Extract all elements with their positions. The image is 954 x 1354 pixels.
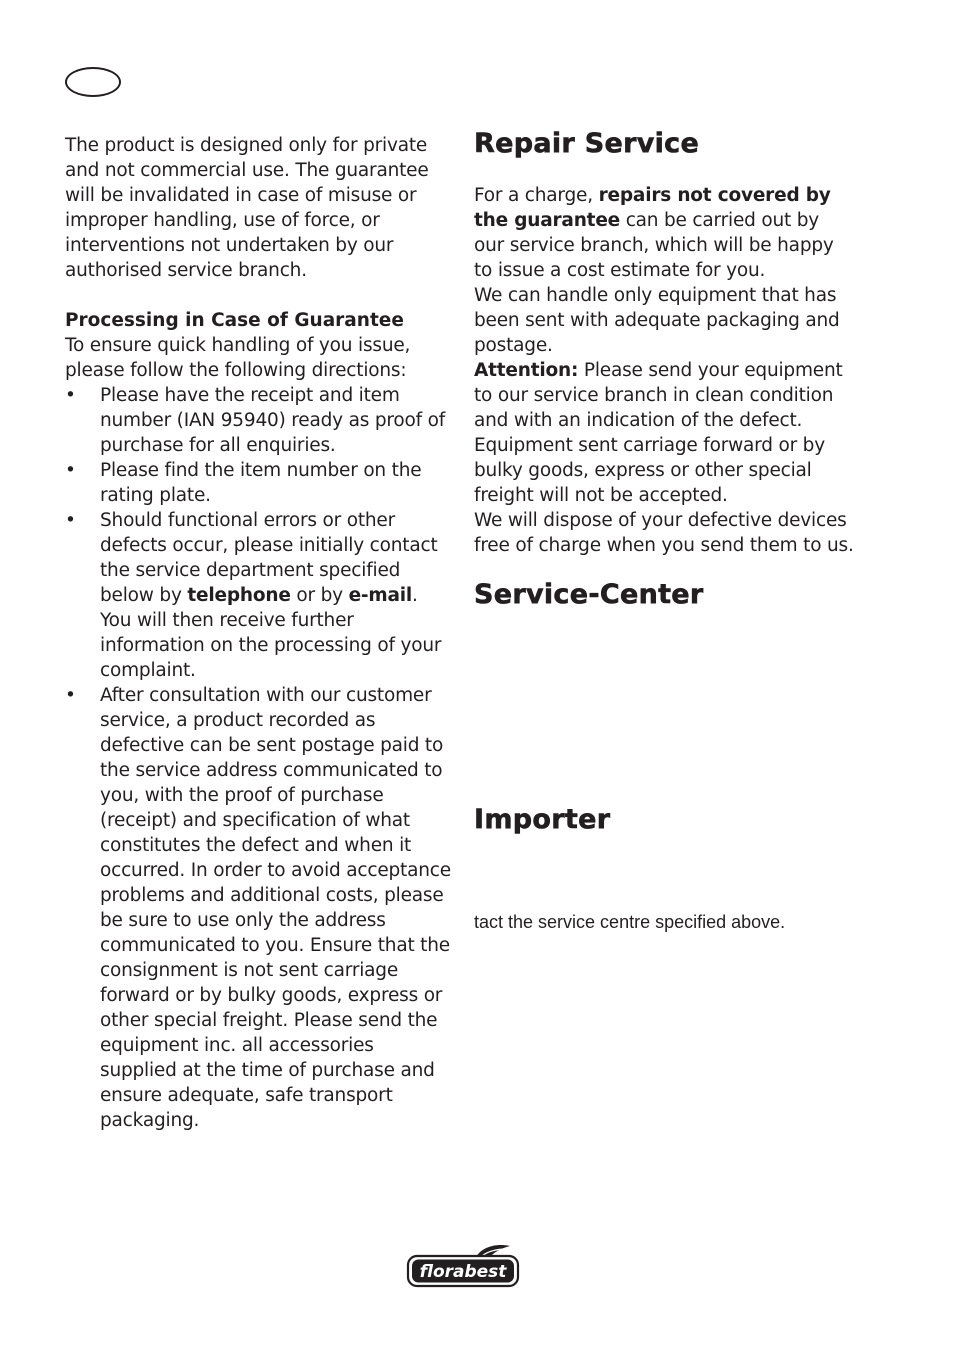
repair-paragraph — [474, 183, 854, 283]
language-badge — [65, 67, 121, 97]
email-label: e-mail — [348, 585, 413, 606]
repair-text: For a charge, — [474, 185, 599, 206]
processing-list — [65, 383, 453, 1133]
intro-paragraph: The product is designed only for private and not commercial use. The guarantee will be invalidated in case of misuse or improper handling, use of force, or interventions not undertaken by our authorised service branch. — [65, 135, 429, 281]
bullet-icon: • — [65, 385, 76, 406]
list-item-text: Please find the item number on the rating plate. — [100, 460, 422, 506]
repair-service-body — [474, 183, 854, 558]
list-item — [65, 683, 453, 1133]
list-item-text-part: or by — [290, 585, 349, 606]
bullet-icon: • — [65, 510, 76, 531]
service-center-heading: Service-Center — [474, 579, 704, 610]
list-item — [65, 383, 453, 458]
list-item — [65, 458, 453, 508]
repair-paragraph: Equipment sent carriage forward or by bulky goods, express or other special freight will not be accepted. — [474, 435, 825, 506]
bullet-icon: • — [65, 685, 76, 706]
repair-text: can be carried out by our service branch, which will be happy to issue a cost estimate for you. — [474, 210, 834, 281]
telephone-label: telephone — [187, 585, 291, 606]
processing-intro: To ensure quick handling of you issue, please follow the following directions: — [65, 335, 411, 381]
florabest-logo — [406, 1243, 520, 1289]
logo-wordmark: florabest — [419, 1262, 507, 1282]
attention-label: Attention: — [474, 360, 579, 381]
list-item-text: After consultation with our customer service, a product recorded as defective can be sent postage paid to the service address communicated to you, with the proof of purchase (receipt) and specification of what constitutes the defect and when it occurred. In order to avoid acceptance problems and additional costs, please be sure to use only the address communicated to you. Ensure that the consignment is not sent carriage forward or by bulky goods, express or other special freight. Please send the equipment inc. all accessories supplied at the time of purchase and ensure adequate, safe transport packaging. — [100, 685, 451, 1131]
repair-text: Please send your equipment to our service branch in clean condition and with an indication of the defect. — [474, 360, 843, 431]
repair-service-heading: Repair Service — [474, 128, 700, 159]
importer-heading: Importer — [474, 804, 611, 835]
list-item-text: Please have the receipt and item number (IAN 95940) ready as proof of purchase for all enquiries. — [100, 385, 446, 456]
list-item-text-part: Should functional errors or other defects occur, please initially contact the service department specified below by — [100, 510, 438, 606]
importer-note: tact the service centre specified above. — [474, 912, 786, 932]
guarantee-column — [65, 133, 453, 1133]
list-item-text — [100, 510, 441, 681]
repair-paragraph: We can handle only equipment that has been sent with adequate packaging and postage. — [474, 285, 840, 356]
list-item-text-part: . You will then receive further information on the processing of your complaint. — [100, 585, 442, 681]
processing-heading: Processing in Case of Guarantee — [65, 310, 404, 331]
repair-paragraph — [474, 358, 854, 433]
bullet-icon: • — [65, 460, 76, 481]
list-item — [65, 508, 453, 683]
repair-emphasis: repairs not covered by the guarantee — [474, 185, 831, 231]
repair-paragraph: We will dispose of your defective devices free of charge when you send them to us. — [474, 510, 854, 556]
